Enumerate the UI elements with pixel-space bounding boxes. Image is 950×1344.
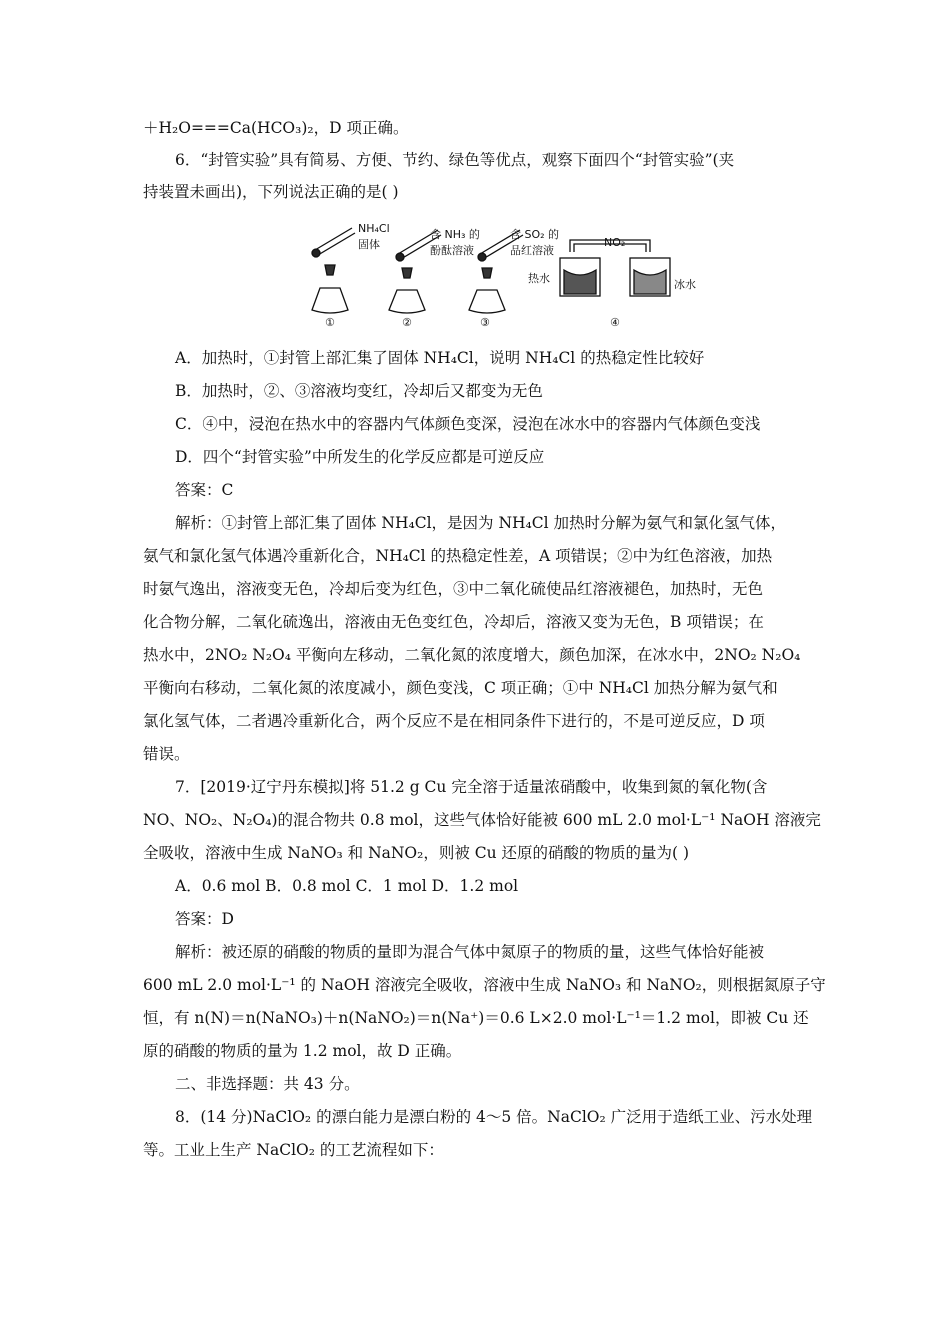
figure-number: ① <box>325 316 335 329</box>
text-line: 氯化氢气体，二者遇冷重新化合，两个反应不是在相同条件下进行的，不是可逆反应，D 项 <box>143 712 765 730</box>
answer: 答案：C <box>175 481 234 499</box>
figure-label: 冰水 <box>674 278 696 291</box>
figure-label: 含 SO₂ 的 <box>510 228 560 241</box>
text-line: 平衡向右移动，二氧化氮的浓度减小，颜色变浅，C 项正确；①中 NH₄Cl 加热分解为氨气和 <box>143 679 778 697</box>
text-line: 化合物分解，二氧化硫逸出，溶液由无色变红色，冷却后，溶液又变为无色，B 项错误；在 <box>143 613 764 631</box>
option-c: C．④中，浸泡在热水中的容器内气体颜色变深，浸泡在冰水中的容器内气体颜色变浅 <box>175 415 761 433</box>
option-a: A．加热时，①封管上部汇集了固体 NH₄Cl，说明 NH₄Cl 的热稳定性比较好 <box>175 349 705 367</box>
answer: 答案：D <box>175 910 234 928</box>
figure-label: 品红溶液 <box>510 244 554 257</box>
option-d: D．四个“封管实验”中所发生的化学反应都是可逆反应 <box>175 448 545 466</box>
text-line: 等。工业上生产 NaClO₂ 的工艺流程如下： <box>143 1141 444 1159</box>
text-line: 氨气和氯化氢气体遇冷重新化合，NH₄Cl 的热稳定性差，A 项错误；②中为红色溶液，加热 <box>143 547 773 565</box>
text-line: 解析：①封管上部汇集了固体 NH₄Cl，是因为 NH₄Cl 加热时分解为氨气和氯化氢气体， <box>175 514 787 532</box>
figure-label: NO₂ <box>604 236 626 249</box>
sealed-tube-figure <box>280 210 700 330</box>
text-line: 解析：被还原的硝酸的物质的量即为混合气体中氮原子的物质的量，这些气体恰好能被 <box>175 943 765 961</box>
text-line: 6．“封管实验”具有简易、方便、节约、绿色等优点，观察下面四个“封管实验”(夹 <box>175 151 735 169</box>
tube-1 <box>312 228 355 313</box>
figure-number: ② <box>402 316 412 329</box>
text-line: 原的硝酸的物质的量为 1.2 mol，故 D 正确。 <box>143 1042 462 1060</box>
text-line: 持装置未画出)，下列说法正确的是( ) <box>143 183 399 201</box>
text-line: NO、NO₂、N₂O₄)的混合物共 0.8 mol，这些气体恰好能被 600 mL 2.0 mol·L⁻¹ NaOH 溶液完 <box>143 811 821 829</box>
figure-label: 固体 <box>358 238 380 251</box>
figure-number: ④ <box>610 316 620 329</box>
tube-2 <box>389 230 441 313</box>
figure-label: NH₄Cl <box>358 222 390 235</box>
text-line: 时氨气逸出，溶液变无色，冷却后变为红色，③中二氧化硫使品红溶液褪色，加热时，无色 <box>143 580 764 598</box>
text-line: ＋H₂O===Ca(HCO₃)₂，D 项正确。 <box>143 119 409 137</box>
tube-3 <box>469 230 523 313</box>
figure-label: 热水 <box>528 272 550 285</box>
text-line: 错误。 <box>143 745 190 763</box>
section-heading: 二、非选择题：共 43 分。 <box>175 1075 360 1093</box>
text-line: 全吸收，溶液中生成 NaNO₃ 和 NaNO₂，则被 Cu 还原的硝酸的物质的量为( ) <box>143 844 690 862</box>
figure-label: 含 NH₃ 的 <box>430 228 480 241</box>
text-line: 8．(14 分)NaClO₂ 的漂白能力是漂白粉的 4～5 倍。NaClO₂ 广泛用于造纸工业、污水处理 <box>175 1108 813 1126</box>
figure-number: ③ <box>480 316 490 329</box>
option-b: B．加热时，②、③溶液均变红，冷却后又都变为无色 <box>175 382 543 400</box>
figure-label: 酚酞溶液 <box>430 244 474 257</box>
options-line: A．0.6 mol B．0.8 mol C．1 mol D．1.2 mol <box>175 877 519 895</box>
text-line: 恒，有 n(N)＝n(NaNO₃)＋n(NaNO₂)＝n(Na⁺)＝0.6 L×2.0 mol·L⁻¹＝1.2 mol，即被 Cu 还 <box>143 1009 809 1027</box>
text-line: 7．[2019·辽宁丹东模拟]将 51.2 g Cu 完全溶于适量浓硝酸中，收集到氮的氧化物(含 <box>175 778 768 796</box>
text-line: 600 mL 2.0 mol·L⁻¹ 的 NaOH 溶液完全吸收，溶液中生成 NaNO₃ 和 NaNO₂，则根据氮原子守 <box>143 976 826 994</box>
text-line: 热水中，2NO₂ N₂O₄ 平衡向左移动，二氧化氮的浓度增大，颜色加深，在冰水中，2NO₂ N₂O₄ <box>143 646 801 664</box>
